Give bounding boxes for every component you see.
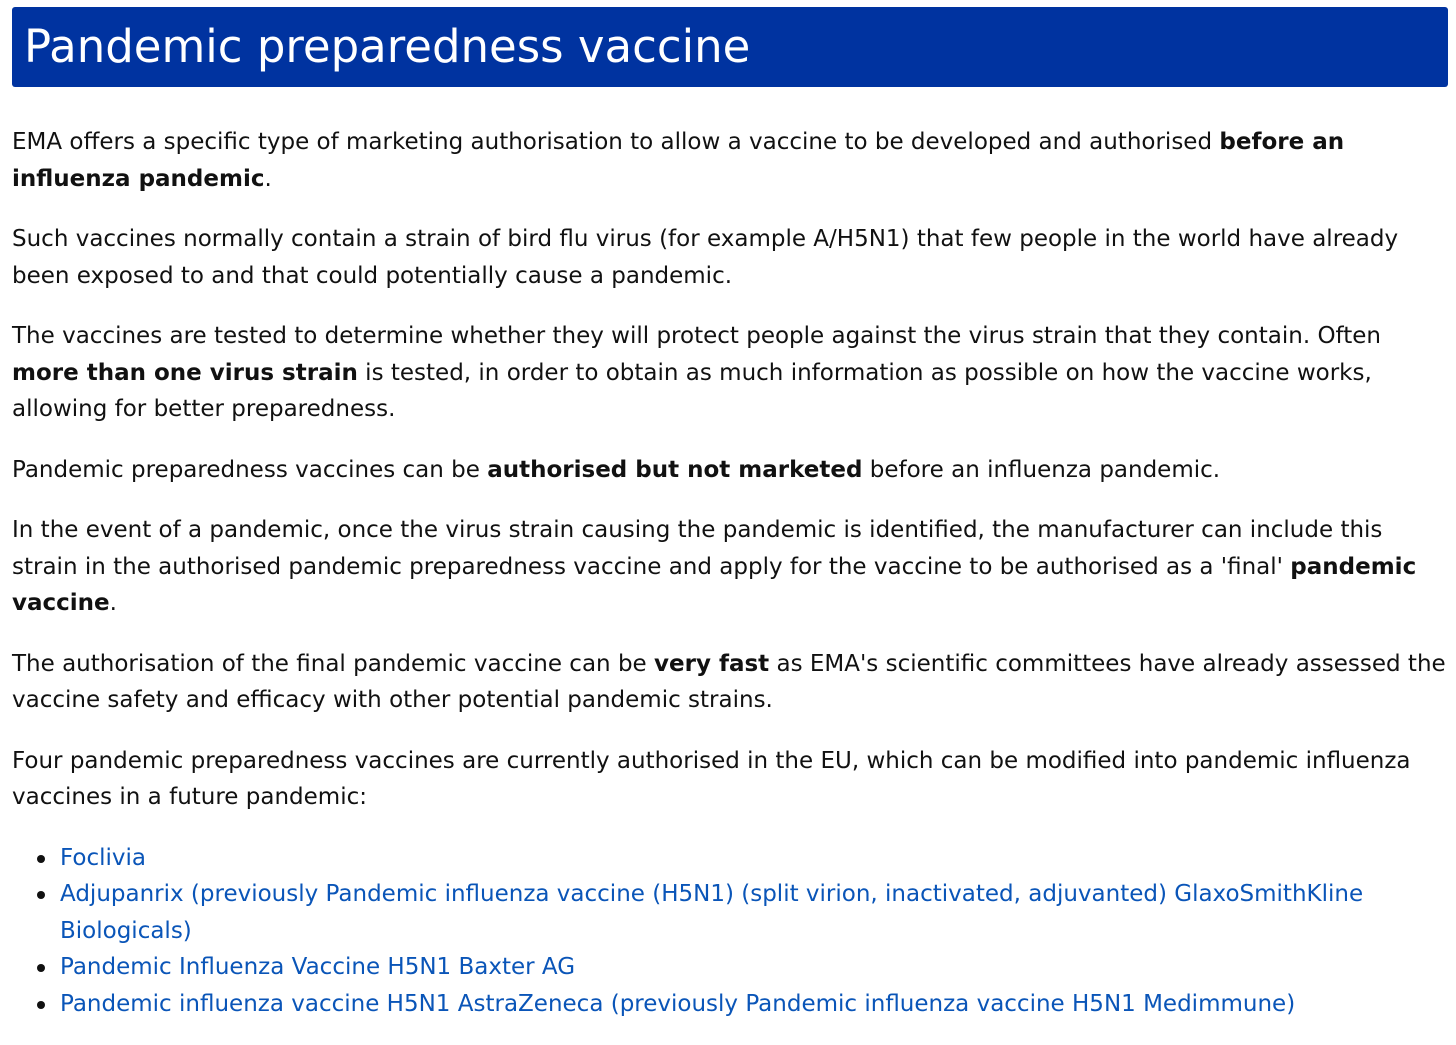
paragraph-text: as EMA's scientific committees have already assessed the vaccine safety and efficacy with other potential pandemic strains. (12, 650, 1446, 713)
emphasis-text: very fast (654, 650, 770, 677)
bullet-icon (37, 1001, 45, 1009)
bullet-icon (37, 891, 45, 899)
emphasis-text: before an influenza pandemic (12, 129, 1345, 192)
list-item (60, 840, 1452, 877)
paragraph-text: Pandemic preparedness vaccines can be (12, 456, 488, 483)
emphasis-text: more than one virus strain (12, 359, 358, 386)
paragraph-text: . (264, 165, 272, 192)
paragraph-authorisation (12, 452, 1452, 489)
paragraph-text: before an influenza pandemic. (862, 456, 1221, 483)
paragraph-text: Four pandemic preparedness vaccines are currently authorised in the EU, which can be modified into pandemic influenza vaccines in a future pandemic: (12, 747, 1411, 810)
link-baxter[interactable]: Pandemic Influenza Vaccine H5N1 Baxter AG (60, 954, 576, 980)
paragraph-text: Such vaccines normally contain a strain of bird flu virus (for example A/H5N1) that few people in the world have already been exposed to and that could potentially cause a pandemic. (12, 226, 1399, 289)
paragraph-text: EMA offers a specific type of marketing authorisation to allow a vaccine to be developed and authorised (12, 129, 1220, 155)
emphasis-text: pandemic vaccine (12, 553, 1417, 616)
bullet-icon (37, 855, 45, 863)
paragraph-text: The vaccines are tested to determine whether they will protect people against the virus strain that they contain. Often (12, 323, 1381, 349)
link-foclivia[interactable]: Foclivia (60, 844, 147, 871)
paragraph-text: The authorisation of the final pandemic vaccine can be (12, 650, 655, 677)
list-item (60, 876, 1452, 949)
vaccine-list (12, 840, 1452, 1023)
paragraph-strain (12, 221, 1452, 294)
paragraph-list-intro (12, 743, 1452, 816)
link-astrazeneca[interactable]: Pandemic influenza vaccine H5N1 AstraZeneca (previously Pandemic influenza vaccine H5N1 Medimmune) (60, 990, 1296, 1017)
link-adjupanrix[interactable]: Adjupanrix (previously Pandemic influenza vaccine (H5N1) (split virion, inactivated, adjuvanted) GlaxoSmithKline Biologicals) (60, 881, 1364, 944)
paragraph-pandemic-event (12, 512, 1452, 622)
paragraph-intro (12, 124, 1452, 197)
paragraph-text: . (109, 590, 117, 616)
paragraph-text: is tested, in order to obtain as much information as possible on how the vaccine works, allowing for better preparedness. (12, 359, 1372, 422)
paragraph-testing (12, 318, 1452, 428)
paragraph-text: In the event of a pandemic, once the virus strain causing the pandemic is identified, the manufacturer can include this strain in the authorised pandemic preparedness vaccine and apply for the vaccine to be authorised as a 'final' (12, 517, 1383, 580)
list-item (60, 949, 1452, 986)
list-item (60, 986, 1452, 1023)
title-banner (12, 7, 1448, 87)
emphasis-text: authorised but not marketed (487, 456, 863, 483)
page-title: Pandemic preparedness vaccine (24, 20, 751, 73)
bullet-icon (37, 964, 45, 972)
paragraph-fast-authorisation (12, 646, 1452, 719)
article-body (12, 124, 1452, 1022)
